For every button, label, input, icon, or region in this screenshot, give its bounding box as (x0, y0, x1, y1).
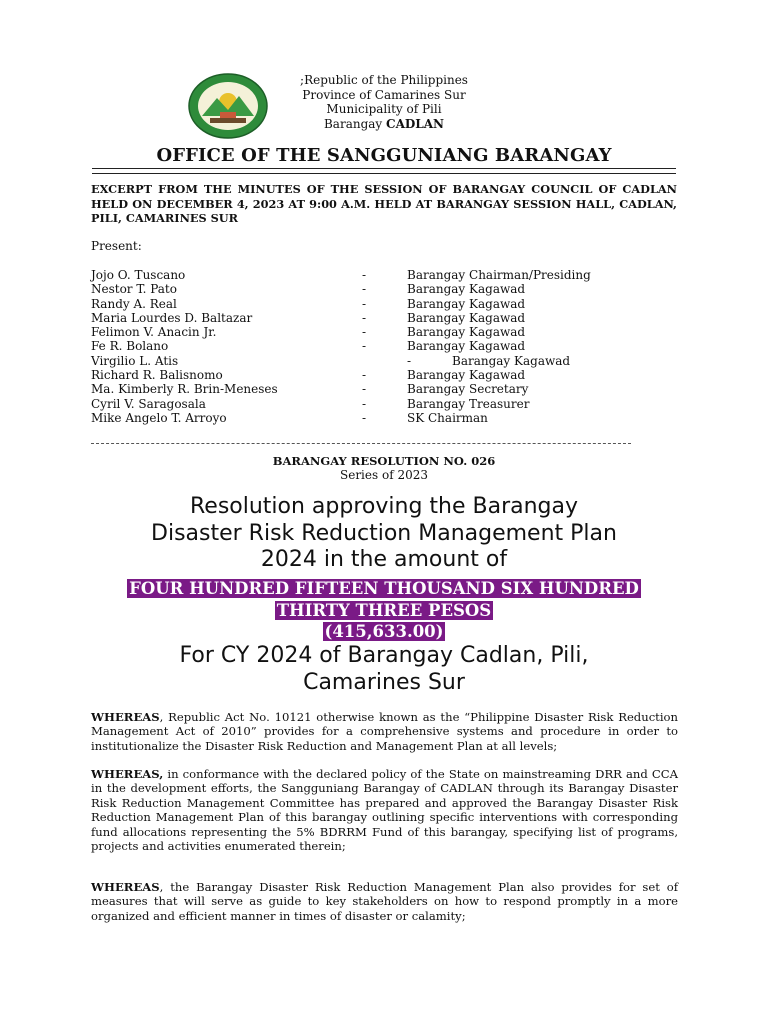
attendee-name: Felimon V. Anacin Jr. (91, 325, 217, 340)
attendee-dash: - (362, 296, 367, 311)
attendee-position: Barangay Kagawad (407, 282, 526, 297)
attendee-row (91, 297, 691, 311)
attendee-name: Maria Lourdes D. Baltazar (91, 310, 253, 325)
title-line: 2024 in the amount of (260, 547, 508, 572)
attendee-position: Barangay Secretary (407, 382, 529, 397)
whereas-keyword: WHEREAS, (91, 767, 164, 781)
attendee-dash: - (362, 339, 367, 354)
attendee-row (91, 397, 691, 411)
attendee-position: Barangay Chairman/Presiding (407, 268, 591, 282)
attendee-position: Barangay Kagawad (407, 310, 526, 325)
address-line: Province of Camarines Sur (302, 87, 466, 102)
whereas-text: in conformance with the declared policy of the State on mainstreaming DRR and CCA in the development efforts, the Sangguniang Barangay of CADLAN through its Barangay Disaster Risk Reduction Management Committee has prepared and approved the Barangay Disaster Risk Reduction Management Plan of this barangay outlining specific interventions with corresponding fund allocations representing the 5% BDRRM Fund of this barangay, specifying list of programs, projects and activities enumerated therein; (91, 767, 678, 854)
attendee-name: Jojo O. Tuscano (91, 268, 186, 282)
attendee-row (91, 382, 691, 396)
attendee-name: Mike Angelo T. Arroyo (91, 410, 227, 425)
present-label: Present: (91, 239, 142, 253)
attendee-name: Nestor T. Pato (91, 282, 177, 297)
title-line: Disaster Risk Reduction Management Plan (151, 520, 617, 546)
address-line: Municipality of Pili (326, 102, 442, 116)
whereas-text: , the Barangay Disaster Risk Reduction Management Plan also provides for set of measures that will serve as guide to key stakeholders on how to respond promptly in a more organized and efficient manner in times of disaster or calamity; (91, 880, 678, 923)
whereas-keyword: WHEREAS (91, 880, 160, 894)
resolution-title-end (0, 643, 768, 696)
resolution-series: Series of 2023 (340, 468, 428, 482)
whereas-paragraph (91, 767, 678, 853)
attendee-position: Barangay Kagawad (452, 353, 571, 368)
attendee-name: Ma. Kimberly R. Brin-Meneses (91, 382, 278, 397)
attendee-dash: - (362, 282, 367, 297)
attendee-row (91, 325, 691, 339)
attendee-position: Barangay Kagawad (407, 325, 526, 340)
amount-line: FOUR HUNDRED FIFTEEN THOUSAND SIX HUNDRED (129, 579, 639, 598)
resolution-title (0, 494, 768, 574)
office-title: OFFICE OF THE SANGGUNIANG BARANGAY (156, 145, 612, 166)
address-line: ;Republic of the Philippines (300, 73, 468, 87)
whereas-paragraph (91, 710, 678, 753)
attendee-row (91, 411, 691, 425)
attendee-dash: - (362, 310, 367, 325)
attendee-name: Richard R. Balisnomo (91, 368, 223, 383)
attendee-dash: - (362, 382, 367, 397)
attendee-row (91, 354, 691, 368)
dashed-divider (91, 443, 631, 446)
attendee-row (91, 339, 691, 353)
attendee-dash: - (407, 353, 412, 368)
title-line: Resolution approving the Barangay (189, 494, 579, 519)
attendee-row (91, 311, 691, 325)
barangay-seal-icon (187, 72, 269, 140)
resolution-number: BARANGAY RESOLUTION NO. 026 (272, 454, 496, 468)
attendee-row (91, 282, 691, 296)
address-block (280, 73, 488, 131)
attendee-dash: - (362, 368, 367, 383)
attendee-row (91, 368, 691, 382)
attendee-name: Randy A. Real (91, 296, 177, 311)
attendee-dash: - (362, 396, 367, 411)
attendee-name: Virgilio L. Atis (91, 353, 179, 368)
attendee-position: SK Chairman (407, 410, 488, 425)
attendee-name: Cyril V. Saragosala (91, 396, 206, 411)
attendee-name: Fe R. Bolano (91, 339, 169, 354)
attendee-dash: - (362, 268, 367, 282)
amount-line: THIRTY THREE PESOS (276, 600, 492, 620)
whereas-keyword: WHEREAS (91, 710, 160, 724)
attendee-position: Barangay Treasurer (407, 396, 530, 411)
double-rule-divider (92, 167, 676, 174)
title-line: Camarines Sur (303, 669, 465, 695)
barangay-prefix: Barangay (323, 116, 387, 131)
attendee-dash: - (362, 325, 367, 340)
attendee-position: Barangay Kagawad (407, 368, 526, 383)
attendee-dash: - (362, 410, 367, 425)
whereas-text: , Republic Act No. 10121 otherwise known as the “Philippine Disaster Risk Reduction Management Act of 2010” provides for a comprehensive systems and procedure in order to institutionalize the Disaster Risk Reduction and Management Plan at all levels; (91, 710, 678, 753)
amount-line: (415,633.00) (324, 622, 444, 641)
address-line-barangay (280, 117, 488, 132)
attendee-position: Barangay Kagawad (407, 339, 526, 354)
amount-highlight (0, 578, 768, 643)
attendance-list (91, 268, 691, 425)
attendee-row (91, 268, 691, 282)
attendee-position: Barangay Kagawad (407, 296, 526, 311)
minutes-excerpt: EXCERPT FROM THE MINUTES OF THE SESSION OF BARANGAY COUNCIL OF CADLAN HELD ON DECEMBER 4, 2023 AT 9:00 A.M. HELD AT BARANGAY SESSION HALL, CADLAN, PILI, CAMARINES SUR (91, 182, 677, 226)
barangay-name: CADLAN (386, 116, 444, 131)
title-line: For CY 2024 of Barangay Cadlan, Pili, (179, 643, 589, 668)
whereas-paragraph (91, 880, 678, 923)
